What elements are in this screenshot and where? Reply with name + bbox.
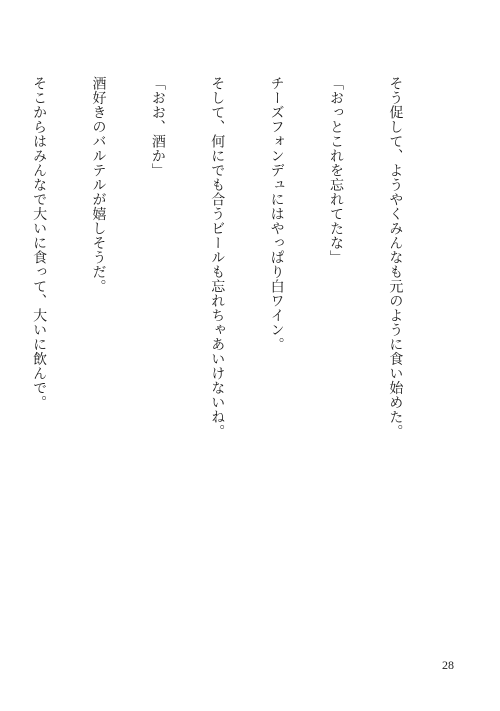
text-line: 酒好きのバルテルが嬉しそうだ。 bbox=[90, 76, 107, 294]
text-line: そして、何にでも合うビールも忘れちゃあいけないね。 bbox=[209, 76, 226, 439]
text-line: そう促して、ようやくみんなも元のように食い始めた。 bbox=[387, 76, 404, 439]
text-line: チーズフォンデュにはやっぱり白ワイン。 bbox=[268, 76, 285, 352]
body-text bbox=[0, 76, 444, 636]
text-line: そこからはみんなで大いに食って、大いに飲んで。 bbox=[31, 76, 48, 410]
text-line: 「おお、酒か」 bbox=[149, 76, 166, 178]
text-line: 「おっとこれを忘れてたな」 bbox=[328, 76, 345, 265]
page-number: 28 bbox=[442, 658, 454, 672]
